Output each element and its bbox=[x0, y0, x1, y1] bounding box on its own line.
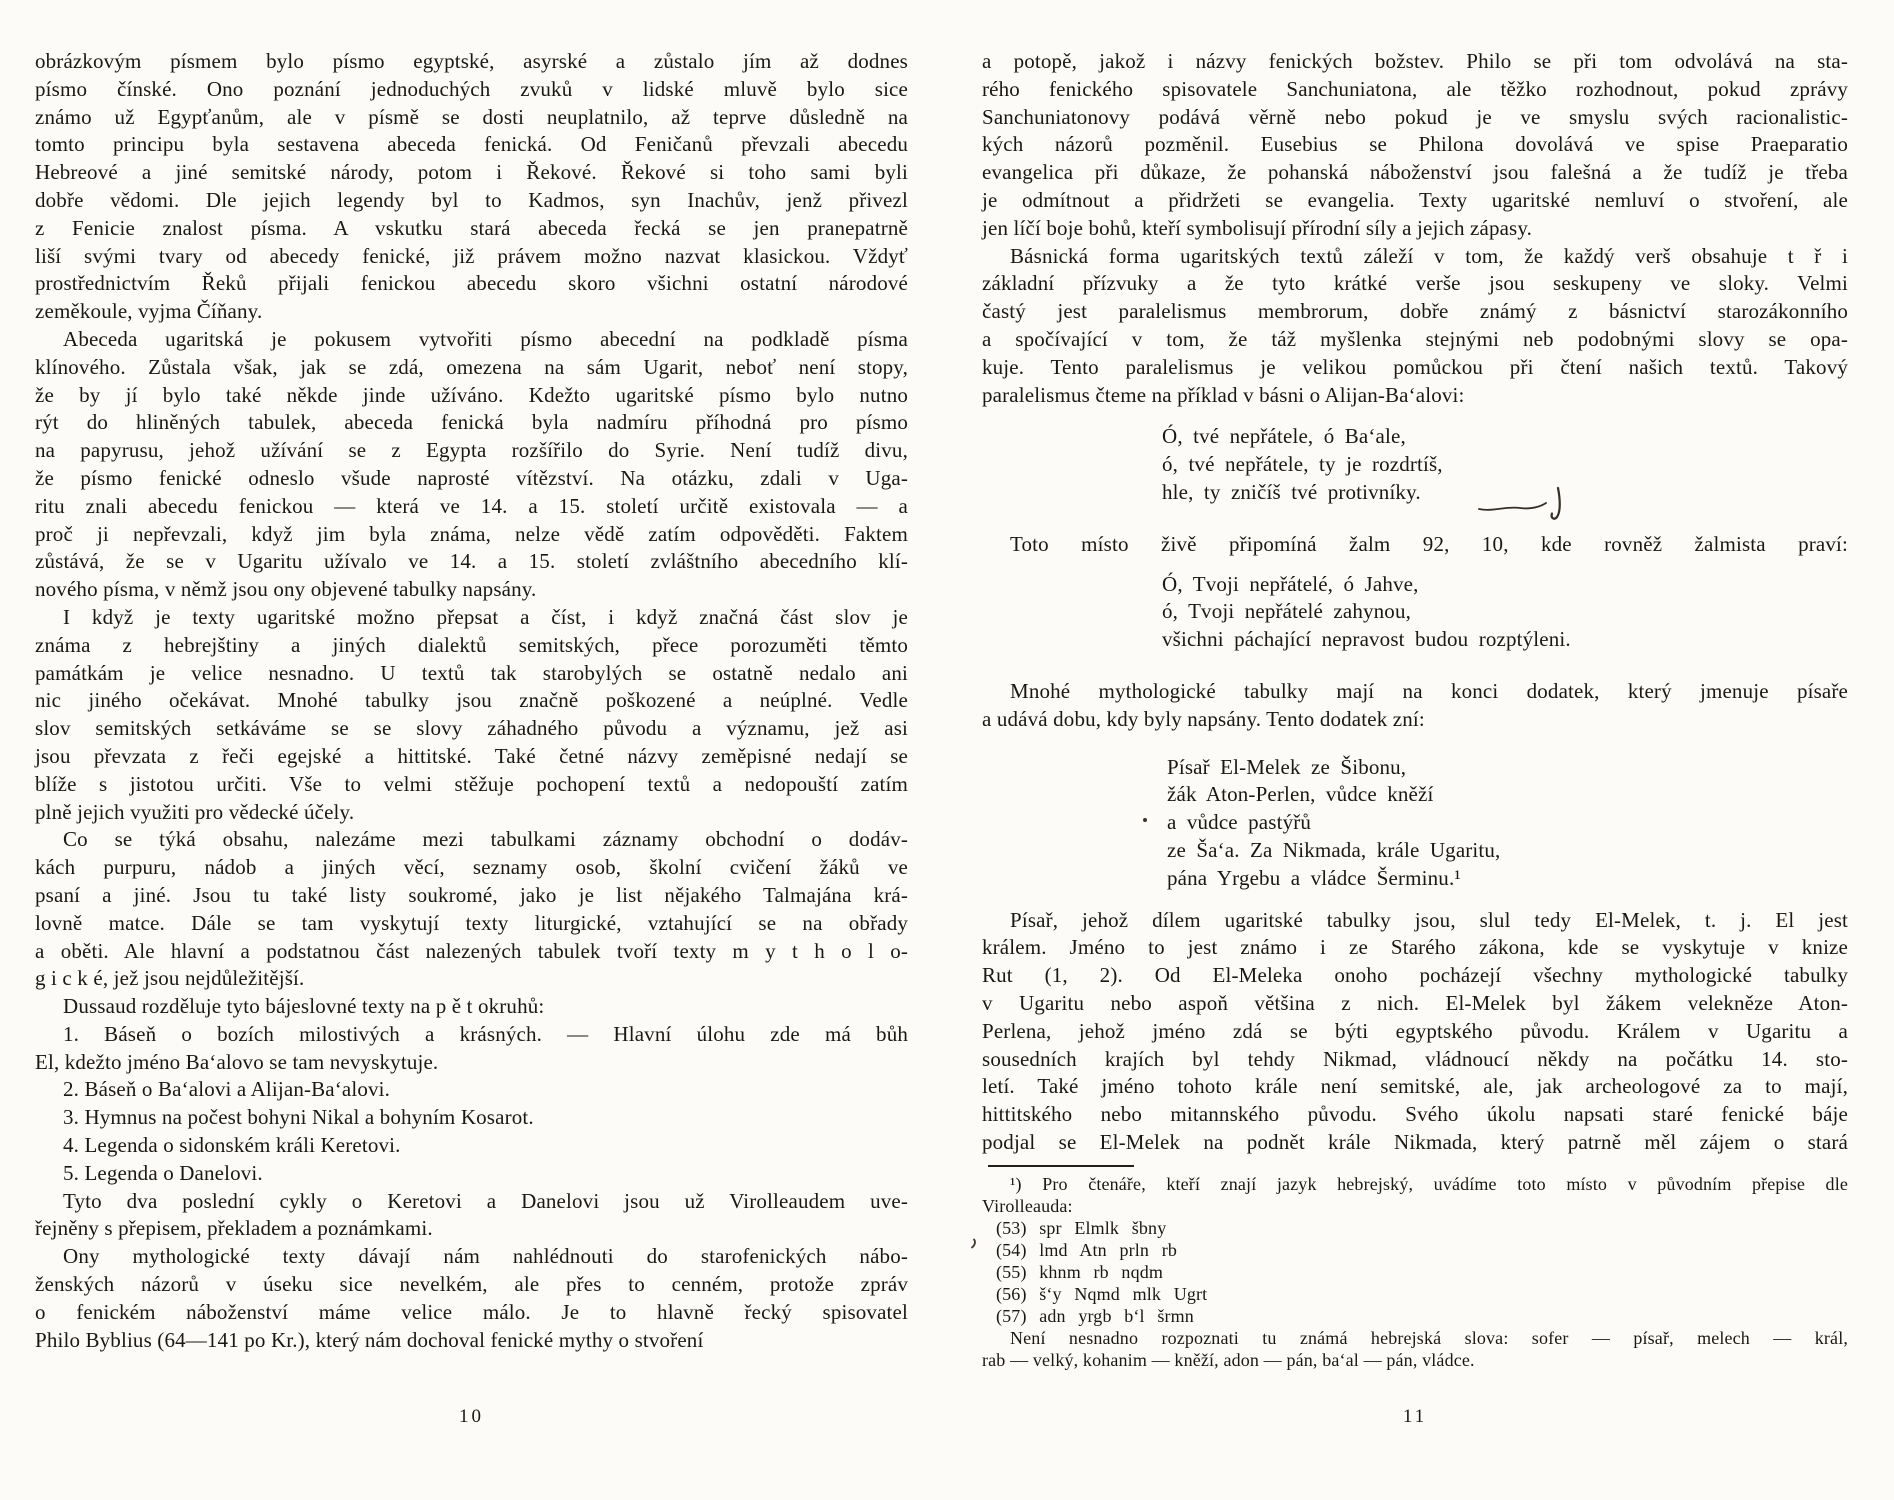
paragraph bbox=[35, 1243, 908, 1354]
text-line: obrázkovým písmem bylo písmo egyptské, asyrské a zůstalo jím až dodnes bbox=[35, 49, 908, 73]
text-line: podjal se El-Melek na podnět krále Nikmada, který patrně měl zájem o stará bbox=[982, 1129, 1848, 1154]
text-line: Ony mythologické texty dávají nám nahlédnouti do starofenických nábo- bbox=[63, 1244, 908, 1269]
text-line: rého fenického spisovatele Sanchuniatona, ale těžko rozhodnout, pokud zprávy bbox=[982, 76, 1848, 101]
paragraph bbox=[35, 326, 908, 604]
text-line: Není nesnadno rozpoznati tu známá hebrejská slova: sofer — písař, melech — král, bbox=[1010, 1327, 1848, 1348]
text-line: slov semitských setkáváme se se slovy záhadného původu a významu, jež asi bbox=[35, 716, 908, 741]
text-line: ženských názorů v úseku sice nevelkém, ale přes to cenném, protože zpráv bbox=[35, 1272, 908, 1297]
text-line: je odmítnout a přidržeti se evangelia. Texty ugaritské nemluví o stvoření, ale bbox=[982, 187, 1848, 212]
paragraph bbox=[35, 826, 908, 993]
paragraph bbox=[35, 48, 908, 326]
text-line: králem. Jméno to jest známo i ze Starého zákona, kde se vyskytuje v knize bbox=[982, 935, 1848, 960]
text-line: kých názorů pozměnil. Eusebius se Philona dovolává ve spise Praeparatio bbox=[982, 132, 1848, 157]
ink-comma-speck bbox=[970, 1238, 980, 1250]
text-line: a vůdce pastýřů bbox=[1167, 810, 1312, 835]
text-line: (55) khnm rb nqdm bbox=[996, 1261, 1164, 1282]
text-line: hle, ty zničíš tvé protivníky. bbox=[1162, 479, 1421, 504]
paragraph bbox=[35, 1104, 908, 1132]
paragraph bbox=[982, 678, 1848, 734]
text-line: ó, tvé nepřátele, ty je rozdrtíš, bbox=[1162, 452, 1443, 477]
text-line: Co se týká obsahu, nalezáme mezi tabulkami záznamy obchodní o dodáv- bbox=[63, 827, 908, 852]
verse-block bbox=[996, 1217, 1848, 1327]
text-line: že by jí bylo také někde jinde užíváno. Kdežto ugaritské písmo bylo nutno bbox=[35, 382, 908, 407]
text-line: letí. Také jméno tohoto krále není semitské, ale, jak archeologové za to mají, bbox=[982, 1074, 1848, 1099]
text-line: ritu znali abecedu fenickou — která ve 14. a 15. století určitě existovala — a bbox=[35, 493, 908, 518]
text-line: památkám je velice nesnadno. U textů tak starobylých se ostatně nedalo ani bbox=[35, 660, 908, 685]
text-line: Sanchuniatonovy podává věrně nebo pokud je ve smyslu svých racionalistic- bbox=[982, 104, 1848, 129]
text-line: psaní a jiné. Jsou tu také listy soukromé, jako je list nějakého Talmajána krá- bbox=[35, 882, 908, 907]
paragraph bbox=[982, 243, 1848, 410]
paragraph bbox=[35, 1021, 908, 1077]
paragraph bbox=[982, 531, 1848, 559]
text-line: El, kdežto jméno Baʻalovo se tam nevyskytuje. bbox=[35, 1049, 439, 1074]
text-line: tomto principu byla sestavena abeceda fenická. Od Feničanů převzali abecedu bbox=[35, 132, 908, 157]
text-line: nic jiného očekávat. Mnohé tabulky jsou značně poškozené a neúplné. Vedle bbox=[35, 688, 908, 713]
text-line: všichni páchající nepravost budou rozptýleni. bbox=[1162, 627, 1571, 652]
text-line: a oběti. Ale hlavní a podstatnou část nalezených tabulek tvoří texty m y t h o l o- bbox=[35, 938, 908, 963]
text-line: prostřednictvím Řeků přijali fenickou abecedu skoro všichni ostatní národové bbox=[35, 271, 908, 296]
text-line: (53) spr Elmlk šbny bbox=[996, 1217, 1167, 1238]
text-line: písmo čínské. Ono poznání jednoduchých zvuků v lidské mluvě bylo sice bbox=[35, 76, 908, 101]
text-line: (54) lmd Atn prln rb bbox=[996, 1239, 1177, 1260]
text-line: Písař El-Melek ze Šibonu, bbox=[1167, 754, 1407, 779]
text-line: známo už Egypťanům, ale v písmě se dosti neuplatnilo, až teprve důsledně na bbox=[35, 104, 908, 129]
text-line: liší svými tvary od abecedy fenické, již právem možno nazvat klasickou. Vždyť bbox=[35, 243, 908, 268]
text-line: na papyrusu, jehož užívání se z Egypta rozšířilo do Syrie. Není tudíž divu, bbox=[35, 438, 908, 463]
text-line: hittitského nebo mitannského původu. Svého úkolu napsati staré fenické báje bbox=[982, 1102, 1848, 1127]
paragraph bbox=[35, 993, 908, 1021]
paragraph bbox=[982, 1173, 1848, 1217]
text-line: Ó, Tvoji nepřátelé, ó Jahve, bbox=[1162, 571, 1419, 596]
text-line: základní přízvuky a že tyto krátké verše jsou seskupeny ve sloky. Velmi bbox=[982, 271, 1848, 296]
paragraph bbox=[982, 1327, 1848, 1371]
text-line: 4. Legenda o sidonském králi Keretovi. bbox=[63, 1133, 401, 1158]
paragraph bbox=[35, 1188, 908, 1244]
text-line: Virolleauda: bbox=[982, 1195, 1073, 1216]
text-line: rýt do hliněných tabulek, abeceda fenická byla nadmíru příhodná pro písmo bbox=[35, 410, 908, 435]
verse-block bbox=[1162, 571, 1848, 654]
text-line: Písař, jehož dílem ugaritské tabulky jsou, slul tedy El-Melek, t. j. El jest bbox=[1010, 907, 1848, 932]
text-line: proč ji nepřevzali, když jim byla známa, nelze vědě zatím odpověděti. Faktem bbox=[35, 521, 908, 546]
text-line: kuje. Tento paralelismus je velikou pomůckou při čtení našich textů. Takový bbox=[982, 354, 1848, 379]
text-line: I když je texty ugaritské možno přepsat a číst, i když značná část slov je bbox=[63, 604, 908, 629]
text-line: 5. Legenda o Danelovi. bbox=[63, 1160, 263, 1185]
text-line: o fenickém náboženství máme velice málo. Je to hlavně řecký spisovatel bbox=[35, 1299, 908, 1324]
text-line: a udává dobu, kdy byly napsány. Tento dodatek zní: bbox=[982, 706, 1425, 731]
text-line: z Fenicie znalost písma. A vskutku stará abeceda řecká se jen pranepatrně bbox=[35, 215, 908, 240]
text-line: Dussaud rozděluje tyto bájeslovné texty na p ě t okruhů: bbox=[63, 994, 545, 1019]
text-line: (56) šʻy Nqmd mlk Ugrt bbox=[996, 1283, 1208, 1304]
page-left-text-column bbox=[35, 48, 908, 1354]
paragraph bbox=[35, 604, 908, 826]
page-number-left: 10 bbox=[459, 1406, 484, 1427]
verse-block bbox=[1162, 423, 1848, 506]
footnote-rule bbox=[988, 1165, 1134, 1167]
text-line: 1. Báseň o bozích milostivých a krásných. — Hlavní úlohu zde má bůh bbox=[63, 1021, 908, 1046]
verse-block bbox=[1167, 754, 1848, 893]
paragraph bbox=[35, 1132, 908, 1160]
text-line: žák Aton-Perlen, vůdce kněží bbox=[1167, 782, 1434, 807]
paragraph bbox=[35, 1076, 908, 1104]
text-line: ó, Tvoji nepřátelé zahynou, bbox=[1162, 599, 1412, 624]
text-line: a spočívající v tom, že táž myšlenka stejnými neb podobnými slovy se opa- bbox=[982, 326, 1848, 351]
text-line: Tyto dva poslední cykly o Keretovi a Danelovi jsou už Virolleaudem uve- bbox=[63, 1188, 908, 1213]
text-line: častý jest paralelismus membrorum, dobře známý z básnictví starozákonního bbox=[982, 299, 1848, 324]
text-line: 2. Báseň o Baʻalovi a Alijan-Baʻalovi. bbox=[63, 1077, 391, 1102]
text-line: sousedních krajích byl tehdy Nikmad, vládnoucí někdy na počátku 14. sto- bbox=[982, 1046, 1848, 1071]
text-line: nového písma, v němž jsou ony objevené tabulky napsány. bbox=[35, 577, 537, 602]
text-line: Perlena, jehož jméno zdá se býti egyptského původu. Králem v Ugaritu a bbox=[982, 1018, 1848, 1043]
paragraph bbox=[982, 907, 1848, 1157]
text-line: v Ugaritu nebo aspoň většina z nich. El-Melek byl žákem velekněze Aton- bbox=[982, 990, 1848, 1015]
text-line: ¹) Pro čtenáře, kteří znají jazyk hebrejský, uvádíme toto místo v původním přepise dle bbox=[1010, 1173, 1848, 1194]
text-line: paralelismus čteme na příklad v básni o Alijan-Baʻalovi: bbox=[982, 382, 1465, 407]
text-line: dobře vědomi. Dle jejich legendy byl to Kadmos, syn Inachův, jenž přivezl bbox=[35, 187, 908, 212]
text-line: Básnická forma ugaritských textů záleží v tom, že každý verš obsahuje t ř i bbox=[1010, 243, 1848, 268]
text-line: Mnohé mythologické tabulky mají na konci dodatek, který jmenuje písaře bbox=[1010, 678, 1848, 703]
text-line: a potopě, jakož i názvy fenických božstev. Philo se při tom odvolává na sta- bbox=[982, 49, 1848, 73]
text-line: lovně matce. Dále se tam vyskytují texty liturgické, vztahující se na obřady bbox=[35, 910, 908, 935]
text-line: 3. Hymnus na počest bohyni Nikal a bohyním Kosarot. bbox=[63, 1105, 534, 1130]
text-line: jen líčí boje bohů, kteří symbolisují přírodní síly a jejich zápasy. bbox=[982, 215, 1533, 240]
text-line: blíže s jistotou určiti. Vše to velmi stěžuje pochopení textů a nedopouští zatím bbox=[35, 771, 908, 796]
page-number-right: 11 bbox=[1402, 1406, 1428, 1427]
text-line: kách purpuru, nádob a jiných věcí, seznamy osob, školní cvičení žáků ve bbox=[35, 855, 908, 880]
text-line: evangelica při důkaze, že pohanská náboženství jsou falešná a že tudíž je třeba bbox=[982, 160, 1848, 185]
text-line: Ó, tvé nepřátele, ó Baʻale, bbox=[1162, 424, 1406, 449]
text-line: pána Yrgebu a vládce Šerminu.¹ bbox=[1167, 865, 1461, 890]
text-line: ze Šaʻa. Za Nikmada, krále Ugaritu, bbox=[1167, 837, 1501, 862]
text-line: rab — velký, kohanim — kněží, adon — pán, baʻal — pán, vládce. bbox=[982, 1349, 1475, 1370]
text-line: Abeceda ugaritská je pokusem vytvořiti písmo abecední na podkladě písma bbox=[63, 326, 908, 351]
text-line: Rut (1, 2). Od El-Meleka onoho pocházejí všechny mythologické tabulky bbox=[982, 963, 1848, 988]
text-line: plně jejich využiti pro vědecké účely. bbox=[35, 799, 355, 824]
text-line: g i c k é, jež jsou nejdůležitější. bbox=[35, 966, 305, 991]
text-line: známa z hebrejštiny a jiných dialektů semitských, přece porozuměti těmto bbox=[35, 632, 908, 657]
text-line: jsou převzata z řeči egejské a hittitské. Také četné názvy zeměpisné nedají se bbox=[35, 743, 908, 768]
text-line: klínového. Zůstala však, jak se zdá, omezena na sám Ugarit, neboť není stopy, bbox=[35, 354, 908, 379]
text-line: (57) adn yrgb bʻl šrmn bbox=[996, 1305, 1194, 1326]
text-line: Toto místo živě připomíná žalm 92, 10, kde rovněž žalmista praví: bbox=[1010, 531, 1848, 556]
text-line: Philo Byblius (64—141 po Kr.), který nám dochoval fenické mythy o stvoření bbox=[35, 1327, 704, 1352]
text-line: zůstává, že se v Ugaritu užívalo ve 14. a 15. století zvláštního abecedního klí- bbox=[35, 549, 908, 574]
text-line: že písmo fenické odneslo všude naprosté vítězství. Na otázku, zdali v Uga- bbox=[35, 465, 908, 490]
text-line: Hebreové a jiné semitské národy, potom i Řekové. Řekové si toho sami byli bbox=[35, 160, 908, 185]
paragraph bbox=[982, 48, 1848, 243]
paragraph bbox=[35, 1160, 908, 1188]
text-line: zeměkoule, vyjma Číňany. bbox=[35, 299, 263, 324]
page-right-text-column bbox=[982, 48, 1848, 1371]
text-line: řejněny s přepisem, překladem a poznámkami. bbox=[35, 1216, 433, 1241]
